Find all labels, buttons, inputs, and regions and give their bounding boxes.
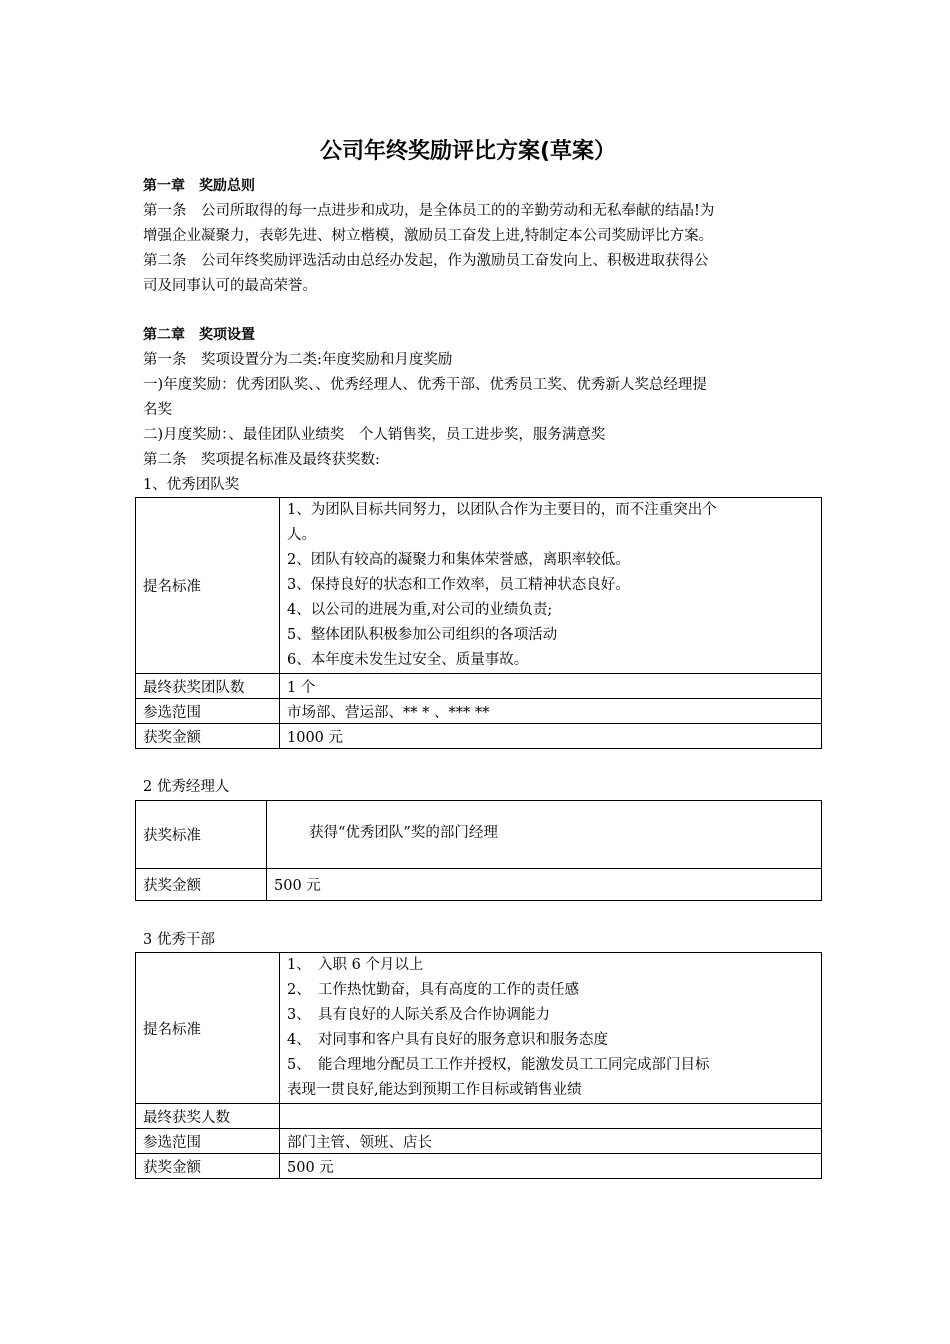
table-row [136,674,822,699]
section-3-heading: 3 优秀干部 [143,932,215,948]
table-value-cell: 500 元 [267,869,822,901]
chapter-2-heading: 第二章 奖项设置 [143,327,255,343]
criteria-line: 1、 入职 6 个月以上 [287,957,424,973]
table-label-cell: 最终获奖人数 [136,1104,280,1129]
table-row [136,1104,822,1129]
criteria-line: 表现一贯良好,能达到预期工作目标或销售业绩 [287,1082,582,1098]
section-1-heading: 1、优秀团队奖 [143,477,240,493]
table-row [136,498,822,674]
table-label-cell: 最终获奖团队数 [136,674,280,699]
table-label-cell: 获奖金额 [136,724,280,749]
criteria-line: 3、 具有良好的人际关系及合作协调能力 [287,1007,550,1023]
criteria-line: 2、团队有较高的凝聚力和集体荣誉感，离职率较低。 [287,552,630,568]
award-table-team [135,497,822,749]
table-label-cell: 参选范围 [136,1129,280,1154]
table-row [136,1154,822,1179]
paragraph-line: 第二条 公司年终奖励评选活动由总经办发起，作为激励员工奋发向上、积极进取获得公 [143,253,709,269]
table-label-cell: 获奖金额 [136,869,267,901]
table-row [136,699,822,724]
criteria-line: 3、保持良好的状态和工作效率，员工精神状态良好。 [287,577,630,593]
table-value-cell: 1000 元 [280,724,822,749]
criteria-line: 4、 对同事和客户具有良好的服务意识和服务态度 [287,1032,608,1048]
criteria-cell [280,498,822,674]
table-label-cell: 提名标准 [136,953,280,1104]
paragraph-line: 名奖 [143,402,172,418]
criteria-line: 5、 能合理地分配员工工作并授权，能激发员工工同完成部门目标 [287,1057,710,1073]
table-value-cell: 部门主管、领班、店长 [280,1129,822,1154]
criteria-line: 人。 [287,527,316,543]
chapter-1-heading: 第一章 奖励总则 [143,178,255,194]
paragraph-line: 增强企业凝聚力，表彰先进、树立楷模，激励员工奋发上进,特制定本公司奖励评比方案。 [143,228,714,244]
table-label-cell: 提名标准 [136,498,280,674]
award-table-manager [135,800,822,901]
table-label-cell: 获奖标准 [136,801,267,869]
criteria-line: 5、整体团队积极参加公司组织的各项活动 [287,627,558,643]
criteria-line: 4、以公司的进展为重,对公司的业绩负责; [287,602,553,618]
paragraph-line: 第一条 奖项设置分为二类:年度奖励和月度奖励 [143,352,453,368]
paragraph-line: 第二条 奖项提名标准及最终获奖数: [143,452,380,468]
table-row [136,801,822,869]
table-label-cell: 获奖金额 [136,1154,280,1179]
paragraph-line: 一)年度奖励：优秀团队奖、、优秀经理人、优秀干部、优秀员工奖、优秀新人奖总经理提 [143,377,707,393]
paragraph-line: 二)月度奖励：、最佳团队业绩奖 个人销售奖，员工进步奖，服务满意奖 [143,427,606,443]
document-title: 公司年终奖励评比方案(草案） [319,139,617,164]
table-value-cell: 市场部、营运部、** * 、*** ** [280,699,822,724]
table-value-cell: 1 个 [280,674,822,699]
criteria-cell [280,953,822,1104]
table-row [136,1129,822,1154]
table-row [136,869,822,901]
paragraph-line: 司及同事认可的最高荣誉。 [143,278,317,294]
table-row [136,953,822,1104]
award-table-cadre [135,952,822,1179]
table-value-cell [280,1104,822,1129]
table-value-cell: 500 元 [280,1154,822,1179]
criteria-line: 1、为团队目标共同努力，以团队合作为主要目的，而不注重突出个 [287,502,717,518]
section-2-heading: 2 优秀经理人 [143,779,230,795]
criteria-line: 6、本年度未发生过安全、质量事故。 [287,652,529,668]
paragraph-line: 第一条 公司所取得的每一点进步和成功，是全体员工的的辛勤劳动和无私奉献的结晶!为 [143,203,715,219]
criteria-line: 2、 工作热忱勤奋，具有高度的工作的责任感 [287,982,579,998]
table-value-cell: 获得“优秀团队”奖的部门经理 [267,801,822,869]
table-label-cell: 参选范围 [136,699,280,724]
table-row [136,724,822,749]
